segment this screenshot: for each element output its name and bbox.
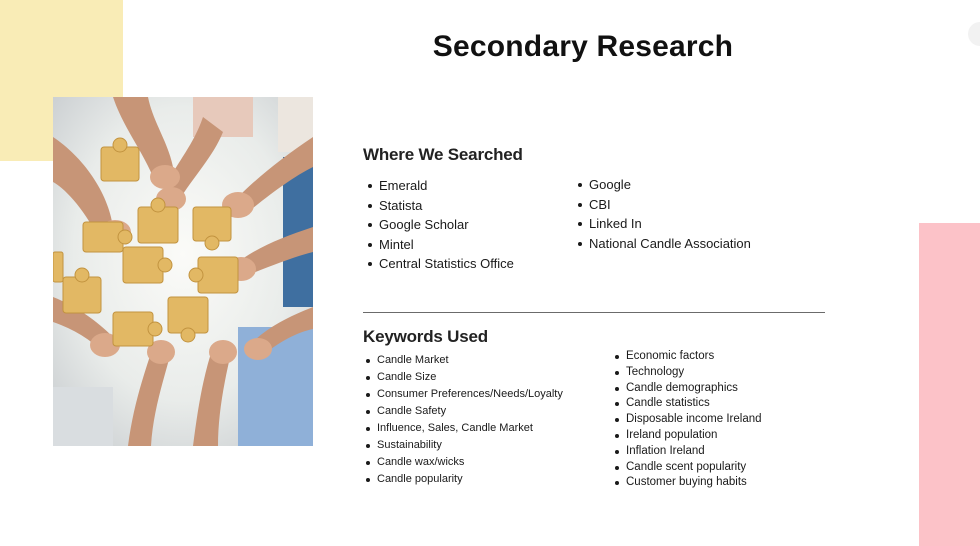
- list-item: Inflation Ireland: [610, 444, 762, 460]
- list-item: Google Scholar: [363, 215, 514, 235]
- list-item: Disposable income Ireland: [610, 412, 762, 428]
- list-item: Candle Safety: [361, 403, 563, 420]
- list-item: Candle Market: [361, 352, 563, 369]
- list-item: Linked In: [573, 214, 751, 234]
- list-item: Customer buying habits: [610, 475, 762, 491]
- list-item: Candle demographics: [610, 381, 762, 397]
- list-item: Candle Size: [361, 369, 563, 386]
- where-we-searched-list-right: [573, 175, 751, 253]
- list-item: National Candle Association: [573, 234, 751, 254]
- list-item: Candle popularity: [361, 471, 563, 488]
- list-item: Ireland population: [610, 428, 762, 444]
- list-item: Central Statistics Office: [363, 254, 514, 274]
- section-divider: [363, 312, 825, 313]
- list-item: Candle statistics: [610, 396, 762, 412]
- keywords-list-left: [361, 352, 563, 488]
- list-item: Technology: [610, 365, 762, 381]
- puzzle-hands-photo: [53, 97, 313, 446]
- list-item: Influence, Sales, Candle Market: [361, 420, 563, 437]
- where-we-searched-list-left: [363, 176, 514, 274]
- keywords-list-right: [610, 349, 762, 491]
- list-item: Mintel: [363, 235, 514, 255]
- list-item: Emerald: [363, 176, 514, 196]
- list-item: Sustainability: [361, 437, 563, 454]
- list-item: Economic factors: [610, 349, 762, 365]
- decorative-corner-circle: [968, 22, 980, 46]
- list-item: Statista: [363, 196, 514, 216]
- list-item: Consumer Preferences/Needs/Loyalty: [361, 386, 563, 403]
- slide-title: Secondary Research: [432, 30, 734, 63]
- where-we-searched-heading: Where We Searched: [363, 145, 523, 164]
- decorative-pink-block: [919, 223, 980, 546]
- keywords-used-heading: Keywords Used: [363, 327, 488, 346]
- list-item: Candle scent popularity: [610, 460, 762, 476]
- list-item: Candle wax/wicks: [361, 454, 563, 471]
- list-item: Google: [573, 175, 751, 195]
- list-item: CBI: [573, 195, 751, 215]
